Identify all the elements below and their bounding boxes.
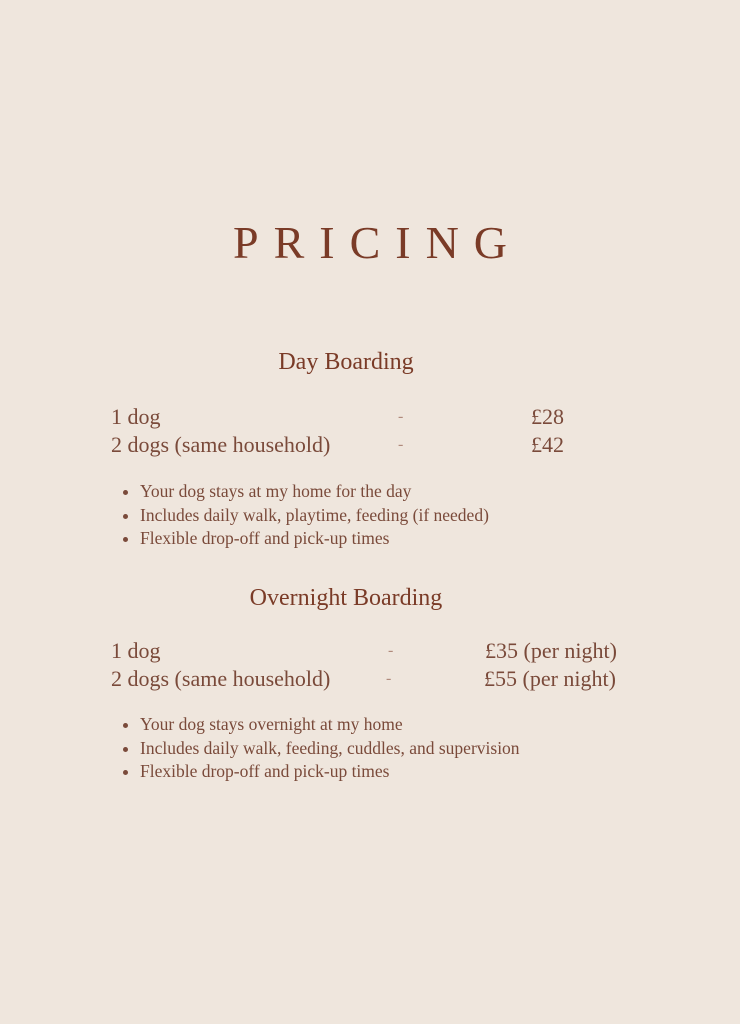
price-row-price: £28 bbox=[531, 404, 564, 429]
price-row-separator: - bbox=[398, 436, 404, 453]
day-boarding-features-list bbox=[122, 480, 489, 551]
page-title: PRICING bbox=[232, 217, 523, 268]
day-boarding-row-2-dogs bbox=[0, 432, 740, 460]
price-row-separator: - bbox=[398, 408, 404, 425]
list-item: • Your dog stays overnight at my home bbox=[140, 713, 520, 737]
price-row-separator: - bbox=[386, 670, 392, 687]
price-row-label: 2 dogs (same household) bbox=[111, 432, 331, 457]
price-row-price: £35 (per night) bbox=[485, 638, 617, 663]
price-row-label: 1 dog bbox=[111, 404, 161, 429]
list-item: • Includes daily walk, playtime, feeding (if needed) bbox=[140, 504, 489, 528]
overnight-boarding-row-1-dog bbox=[0, 638, 740, 666]
list-item: • Flexible drop-off and pick-up times bbox=[140, 527, 489, 551]
price-row-label: 2 dogs (same household) bbox=[111, 666, 331, 691]
price-row-separator: - bbox=[388, 642, 394, 659]
price-row-price: £42 bbox=[531, 432, 564, 457]
overnight-boarding-heading: Overnight Boarding bbox=[249, 585, 443, 611]
list-item: • Flexible drop-off and pick-up times bbox=[140, 760, 520, 784]
price-row-label: 1 dog bbox=[111, 638, 161, 663]
overnight-boarding-features-list bbox=[122, 713, 520, 784]
list-item: • Includes daily walk, feeding, cuddles, and supervision bbox=[140, 737, 520, 761]
overnight-boarding-row-2-dogs bbox=[0, 666, 740, 694]
day-boarding-row-1-dog bbox=[0, 404, 740, 432]
price-row-price: £55 (per night) bbox=[484, 666, 616, 691]
list-item: • Your dog stays at my home for the day bbox=[140, 480, 489, 504]
day-boarding-heading: Day Boarding bbox=[278, 349, 414, 375]
